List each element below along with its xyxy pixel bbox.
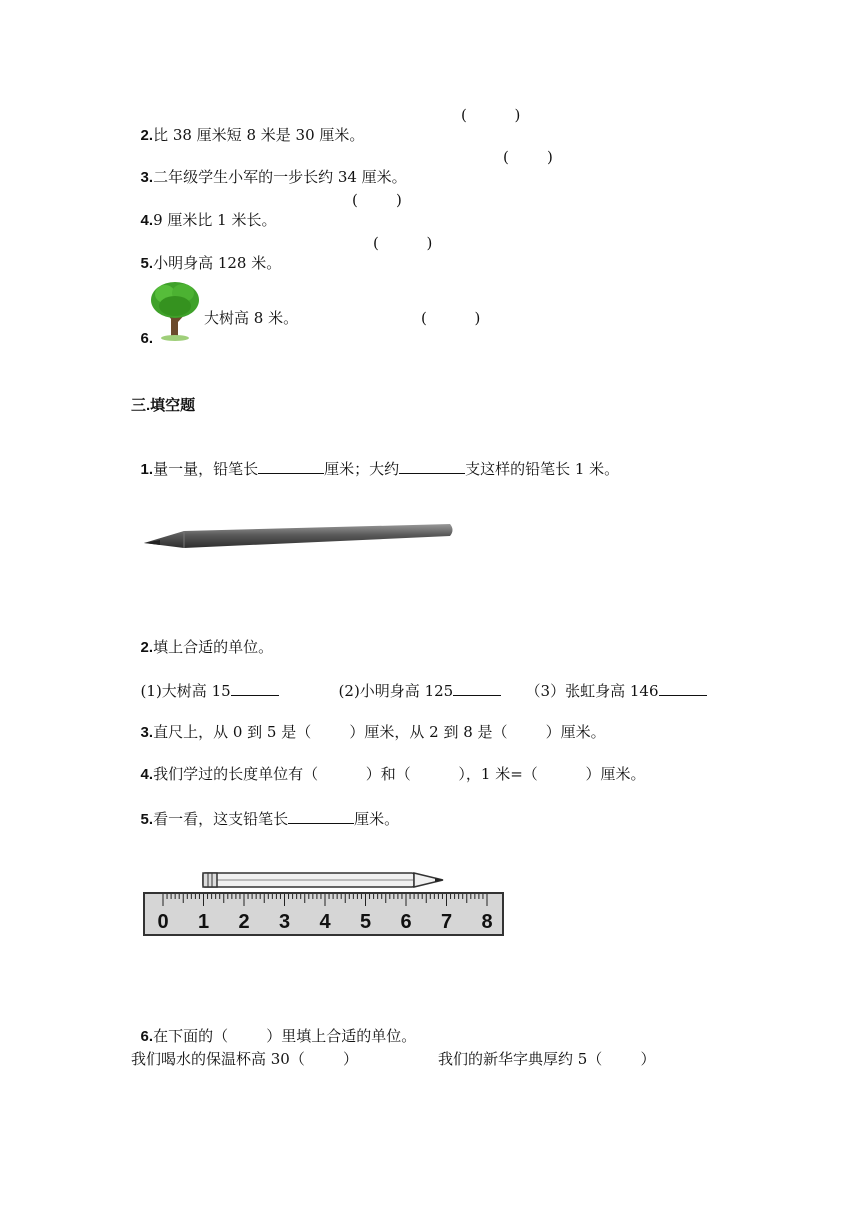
ruler-with-pencil-image (143, 866, 505, 938)
judge-item-2 (131, 105, 364, 146)
fill-q6-right: 我们的新华字典厚约 5（ ） (438, 1050, 656, 1068)
pencil-end (203, 873, 217, 887)
fill-q2 (131, 617, 273, 658)
item-number: 6. (140, 330, 154, 347)
item-number: 4. (140, 212, 154, 229)
ruler-label: 7 (440, 911, 453, 933)
ruler-label: 1 (197, 911, 210, 933)
answer-blank[interactable] (399, 457, 465, 474)
item-number: 6. (140, 1028, 154, 1045)
fill-q2-sub1 (131, 659, 279, 701)
item-text: (1)大树高 15 (140, 682, 231, 700)
item-number: 5. (140, 255, 154, 272)
judge-item-5 (131, 233, 281, 274)
answer-parentheses[interactable]: ( ) (503, 148, 553, 166)
item-text: 厘米；大约 (324, 460, 400, 478)
tree-image (149, 280, 201, 342)
item-text: 在下面的（ ）里填上合适的单位。 (153, 1027, 417, 1045)
answer-blank[interactable] (231, 679, 279, 696)
item-text: （3）张虹身高 146 (525, 682, 659, 700)
answer-blank[interactable] (258, 457, 324, 474)
fill-q6-left: 我们喝水的保温杯高 30（ ） (131, 1050, 359, 1068)
fill-q2-sub3 (516, 659, 707, 701)
answer-parentheses[interactable]: ( ) (373, 234, 433, 252)
ruler-label: 8 (481, 911, 493, 933)
item-text: 量一量，铅笔长 (153, 460, 259, 478)
item-number: 2. (140, 639, 154, 656)
item-text: 看一看，这支铅笔长 (153, 810, 289, 828)
answer-blank[interactable] (659, 679, 707, 696)
item-text: (2)小明身高 125 (338, 682, 454, 700)
item-text: 大树高 8 米。 (204, 309, 299, 327)
ruler-labels (157, 911, 492, 933)
item-text: 9 厘米比 1 米长。 (153, 211, 277, 229)
ruler-label: 5 (359, 911, 372, 933)
pencil-image (140, 516, 456, 552)
ruler-label: 0 (157, 911, 169, 933)
ruler-label: 4 (319, 911, 331, 933)
item-number: 3. (140, 169, 154, 186)
item-text: 我们学过的长度单位有（ ）和（ ），1 米=（ ）厘米。 (153, 765, 646, 783)
item-text: 支这样的铅笔长 1 米。 (465, 460, 620, 478)
item-number: 3. (140, 724, 154, 741)
answer-parentheses[interactable]: ( ) (461, 106, 521, 124)
fill-q1 (131, 437, 619, 480)
fill-q4 (131, 744, 646, 785)
ruler-label: 2 (238, 911, 250, 933)
answer-blank[interactable] (288, 807, 354, 824)
item-number: 2. (140, 127, 154, 144)
item-number: 4. (140, 766, 154, 783)
fill-q5 (131, 787, 399, 830)
answer-parentheses[interactable]: ( ) (421, 309, 481, 327)
item-text: 厘米。 (354, 810, 400, 828)
item-text: 直尺上，从 0 到 5 是（ ）厘米，从 2 到 8 是（ ）厘米。 (153, 723, 606, 741)
item-text: 填上合适的单位。 (153, 638, 274, 656)
fill-q2-sub2 (329, 659, 501, 701)
fill-q6 (131, 1006, 416, 1047)
item-text: 比 38 厘米短 8 米是 30 厘米。 (153, 126, 365, 144)
item-text: 二年级学生小军的一步长约 34 厘米。 (153, 168, 407, 186)
answer-parentheses[interactable]: ( ) (352, 191, 402, 209)
item-number: 1. (140, 461, 154, 478)
ruler-label: 6 (400, 911, 412, 933)
item-number: 5. (140, 811, 154, 828)
answer-blank[interactable] (453, 679, 501, 696)
fill-q3 (131, 702, 606, 743)
judge-item-4 (131, 190, 276, 231)
section-heading: 三.填空题 (131, 397, 196, 414)
ruler-label: 3 (278, 911, 291, 933)
item-text: 小明身高 128 米。 (153, 254, 282, 272)
judge-item-3 (131, 147, 407, 188)
